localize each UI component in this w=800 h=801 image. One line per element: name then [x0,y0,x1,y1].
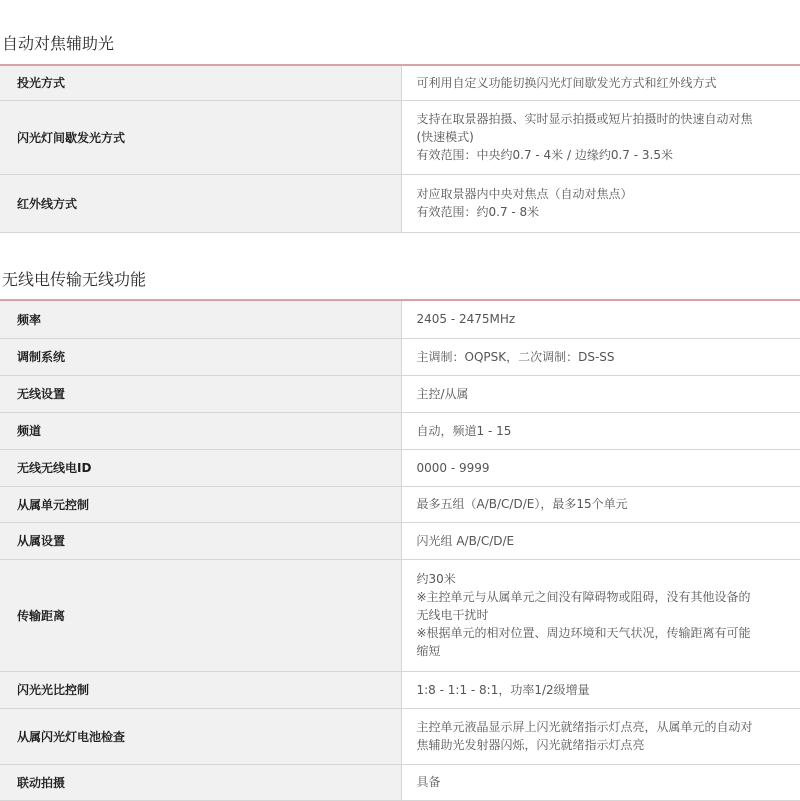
spec-value [401,338,800,375]
table-row [0,174,800,232]
spec-key: 闪光灯间歇发光方式 [0,100,401,174]
table-row [0,559,800,671]
table-row [0,708,800,764]
spec-key: 闪光光比控制 [0,671,401,708]
spec-value [401,708,800,764]
spec-value-line: 对应取景器内中央对焦点（自动对焦点） [416,187,633,201]
spec-value-line: 2405 - 2475MHz [416,312,516,327]
spec-value-line: 支持在取景器拍摄、实时显示拍摄或短片拍摄时的快速自动对焦 [416,112,753,126]
spec-key: 投光方式 [0,66,401,100]
section-title-af-assist: 自动对焦辅助光 [2,34,115,53]
spec-value-line: 有效范围：中央约0.7 - 4米 / 边缘约0.7 - 3.5米 [416,148,673,162]
spec-value [401,100,800,174]
spec-key: 从属闪光灯电池检查 [0,708,401,764]
spec-key: 从属单元控制 [0,486,401,522]
spec-value-line: 主控/从属 [416,386,469,401]
spec-value-line: (快速模式) [416,130,474,144]
spec-value-line: 闪光组 A/B/C/D/E [416,533,515,548]
spec-key: 调制系统 [0,338,401,375]
table-row [0,522,800,559]
spec-value [401,174,800,232]
spec-value-line: ※根据单元的相对位置、周边环境和天气状况，传输距离有可能 [416,626,751,640]
spec-value-line: 可利用自定义功能切换闪光灯间歇发光方式和红外线方式 [416,75,717,90]
spec-value-line: 焦辅助光发射器闪烁，闪光就绪指示灯点亮 [416,738,645,752]
spec-value [401,412,800,449]
spec-key: 红外线方式 [0,174,401,232]
spec-key: 联动拍摄 [0,764,401,800]
spec-value [401,522,800,559]
spec-value-line: 0000 - 9999 [416,460,490,475]
section-title-wireless: 无线电传输无线功能 [2,270,147,289]
spec-key: 传输距离 [0,559,401,671]
spec-value-line: 缩短 [416,644,441,658]
spec-value-line: 主调制：OQPSK，二次调制：DS-SS [416,349,615,364]
spec-value-line: 1:8 - 1:1 - 8:1，功率1/2级增量 [416,682,590,697]
spec-value-line: 约30米 [416,572,456,586]
spec-value-line: ※主控单元与从属单元之间没有障碍物或阻碍，没有其他设备的 [416,590,751,604]
spec-value-line: 无线电干扰时 [416,608,489,622]
table-row [0,486,800,522]
spec-value-line: 有效范围：约0.7 - 8米 [416,205,540,219]
spec-key: 从属设置 [0,522,401,559]
spec-key: 无线设置 [0,375,401,412]
spec-value [401,486,800,522]
spec-table-af-assist [0,66,800,233]
spec-value [401,449,800,486]
table-row [0,375,800,412]
spec-key: 频道 [0,412,401,449]
spec-key: 无线无线电ID [0,449,401,486]
spec-value [401,559,800,671]
spec-value-line: 最多五组（A/B/C/D/E），最多15个单元 [416,497,628,511]
spec-value [401,764,800,800]
table-row [0,764,800,800]
spec-value-line: 具备 [416,775,441,789]
table-row [0,301,800,338]
spec-key: 频率 [0,301,401,338]
spec-table-wireless [0,301,800,801]
table-row [0,671,800,708]
spec-value [401,671,800,708]
spec-value [401,66,800,100]
spec-value-line: 自动，频道1 - 15 [416,423,512,438]
table-row [0,449,800,486]
table-row [0,100,800,174]
spec-value [401,375,800,412]
spec-value [401,301,800,338]
table-row [0,412,800,449]
spec-value-line: 主控单元液晶显示屏上闪光就绪指示灯点亮，从属单元的自动对 [416,720,753,734]
table-row [0,338,800,375]
table-row [0,66,800,100]
